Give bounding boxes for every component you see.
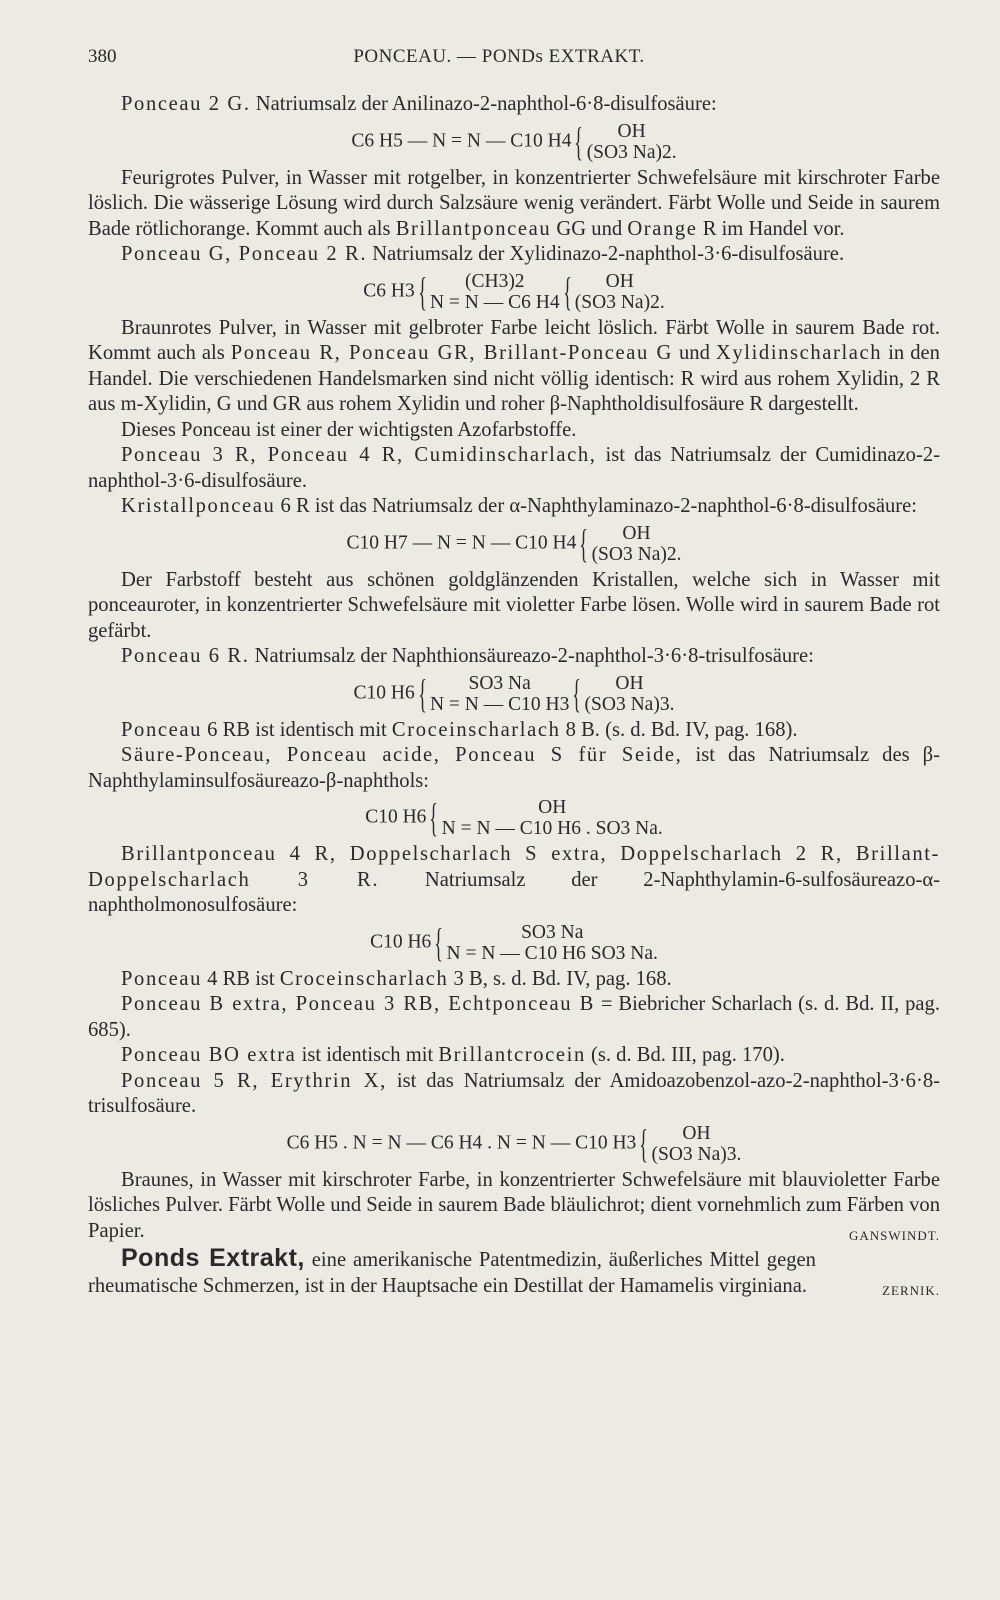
formula-5: C10 H6{ OH N = N — C10 H6 . SO3 Na. <box>365 795 663 840</box>
formula-4: C10 H6{ SO3 Na N = N — C10 H3{ OH (SO3 Na)3. <box>353 670 675 716</box>
paragraph-description-3: Der Farbstoff besteht aus schönen goldglänzenden Kristallen, welche sich in Wasser mit ponceauroter, in konzentrierter Schwefelsäure mit violetter Farbe lösen. Wolle wird in saurem Bade rot gefärbt. <box>88 568 940 642</box>
formula-6: C10 H6{ SO3 Na N = N — C10 H6 SO3 Na. <box>370 919 658 965</box>
brace-icon: { <box>639 1120 649 1166</box>
formula-1: C6 H5 — N = N — C10 H4{ OH (SO3 Na)2. <box>351 118 677 164</box>
paragraph-brillantponceau: Brillantponceau 4 R, Doppelscharlach S extra, Doppelscharlach 2 R, Brillant-Doppelscharlach 3 R. Natriumsalz der 2-Naphthylamin-6-sulfosäureazo-α-naphtholmonosulfosäure: <box>88 843 941 916</box>
brace-icon: { <box>572 670 582 716</box>
paragraph-ponceau-g: Ponceau G, Ponceau 2 R. Natriumsalz der Xylidinazo-2-naphthol-3·6-disulfosäure. <box>121 243 845 265</box>
paragraph-description-2: Braunrotes Pulver, in Wasser mit gelbroter Farbe leicht löslich. Färbt Wolle in saurem Bade rot. Kommt auch als Ponceau R, Ponceau GR, Brillant-Ponceau G und Xylidinscharlach in den Handel. Die verschiedenen Handelsmarken sind nicht völlig identisch: R wird aus rohem Xylidin, 2 R aus m-Xylidin, G und GR aus rohem Xylidin und roher β-Naphtholdisulfosäure R dargestellt. <box>88 316 940 415</box>
brace-icon: { <box>579 520 589 566</box>
page-number: 380 <box>88 46 117 67</box>
formula-7: C6 H5 . N = N — C6 H4 . N = N — C10 H3{ OH (SO3 Na)3. <box>286 1120 742 1166</box>
page-header <box>88 46 910 76</box>
paragraph-description-1: Feurigrotes Pulver, in Wasser mit rotgelber, in konzentrierter Schwefelsäure mit kirschroter Farbe löslich. Die wässerige Lösung wird durch Salzsäure wenig verändert. Färbt Wolle und Seide in saurem Bade rötlichorange. Kommt auch als Brillantponceau GG und Orange R im Handel vor. <box>88 166 940 240</box>
running-title: PONCEAU. — PONDs EXTRAKT. <box>353 46 645 67</box>
paragraph-ponceau-3r: Ponceau 3 R, Ponceau 4 R, Cumidinscharlach, ist das Natriumsalz der Cumidinazo-2-naphthol-3·6-disulfosäure. <box>88 444 940 492</box>
brace-icon: { <box>429 795 439 840</box>
paragraph-ponceau-b-extra: Ponceau B extra, Ponceau 3 RB, Echtponceau B = Biebricher Scharlach (s. d. Bd. II, pag. 685). <box>88 993 941 1041</box>
paragraph-dieses: Dieses Ponceau ist einer der wichtigsten Azofarbstoffe. <box>121 418 577 441</box>
author-signature: GANSWINDT. <box>849 1227 940 1243</box>
text-column <box>88 92 940 1303</box>
entry-heading: Ponds Extrakt, <box>121 1244 305 1272</box>
formula-2: C6 H3{ (CH3)2 N = N — C6 H4{ OH (SO3 Na)2. <box>363 268 665 314</box>
paragraph-description-4: Braunes, in Wasser mit kirschroter Farbe, in konzentrierter Schwefelsäure mit blauvioletter Farbe lösliches Pulver. Färbt Wolle und Seide in saurem Bade bläulichrot; dient vornehmlich zum Färben von Papier. GANSWINDT. <box>88 1168 940 1245</box>
paragraph-ponceau-6r: Ponceau 6 R. Natriumsalz der Naphthionsäureazo-2-naphthol-3·6·8-trisulfosäure: <box>121 645 814 667</box>
brace-icon: { <box>574 118 584 164</box>
paragraph-ponceau-4rb: Ponceau 4 RB ist Croceinscharlach 3 B, s. d. Bd. IV, pag. 168. <box>121 967 672 990</box>
formula-3: C10 H7 — N = N — C10 H4{ OH (SO3 Na)2. <box>346 520 682 566</box>
paragraph-ponceau-6rb: Ponceau 6 RB ist identisch mit Croceinscharlach 8 B. (s. d. Bd. IV, pag. 168). <box>121 718 798 741</box>
author-signature: ZERNIK. <box>882 1282 940 1298</box>
paragraph-kristallponceau: Kristallponceau 6 R ist das Natriumsalz der α-Naphthylaminazo-2-naphthol-6·8-disulfosäure: <box>121 495 917 517</box>
brace-icon: { <box>434 919 444 965</box>
entry-ponds-extrakt: Ponds Extrakt, eine amerikanische Patentmedizin, äußerliches Mittel gegen rheumatische Schmerzen, ist in der Hauptsache ein Destillat der Hamamelis virginiana. ZERNIK. <box>88 1246 940 1299</box>
brace-icon: { <box>418 268 427 314</box>
paragraph-ponceau-2g: Ponceau 2 G. Natriumsalz der Anilinazo-2-naphthol-6·8-disulfosäure: <box>121 93 717 115</box>
paragraph-saeure-ponceau: Säure-Ponceau, Ponceau acide, Ponceau S für Seide, ist das Natriumsalz des β-Naphthylaminsulfosäureazo-β-naphthols: <box>88 744 940 792</box>
brace-icon: { <box>418 670 427 716</box>
brace-icon: { <box>562 268 572 314</box>
paragraph-ponceau-5r: Ponceau 5 R, Erythrin X, ist das Natriumsalz der Amidoazobenzol-azo-2-naphthol-3·6·8-trisulfosäure. <box>88 1069 940 1117</box>
paragraph-ponceau-bo: Ponceau BO extra ist identisch mit Brillantcrocein (s. d. Bd. III, pag. 170). <box>121 1044 785 1066</box>
